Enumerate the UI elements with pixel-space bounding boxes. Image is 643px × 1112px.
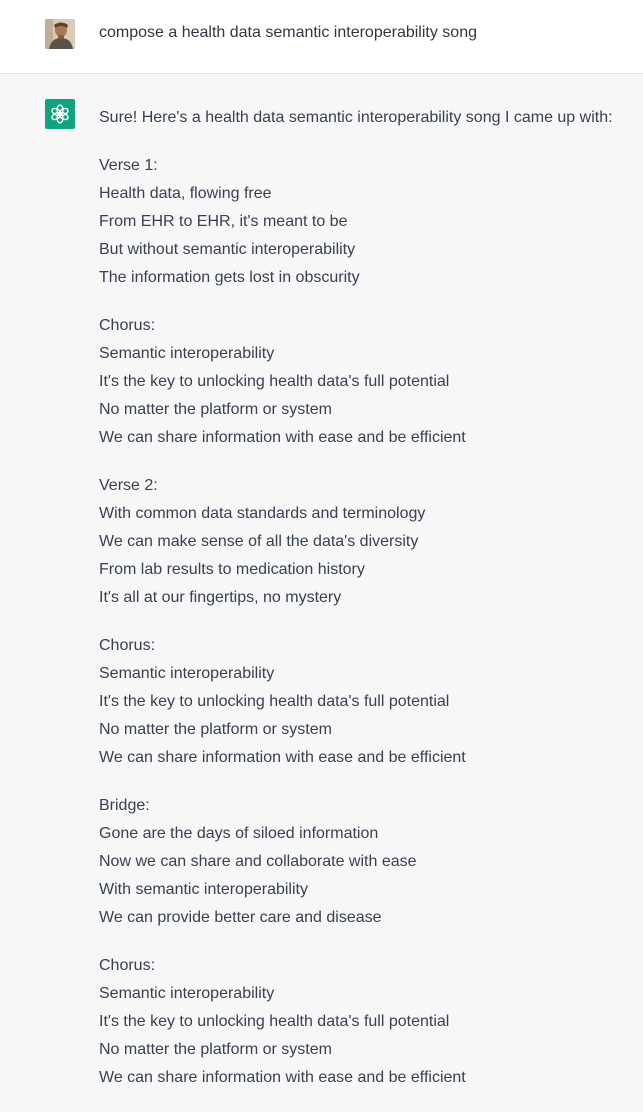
user-photo-avatar-icon <box>45 19 75 49</box>
song-stanza <box>99 152 629 292</box>
assistant-message-text <box>99 104 629 1112</box>
lyric-line: Semantic interoperability <box>99 665 275 682</box>
user-message-text: compose a health data semantic interoperability song <box>99 24 477 41</box>
lyric-line: It's the key to unlocking health data's full potential <box>99 693 450 710</box>
openai-logo-icon <box>49 103 71 125</box>
song-stanza <box>99 472 629 612</box>
lyric-line: No matter the platform or system <box>99 1041 332 1058</box>
stanza-heading: Verse 2: <box>99 477 158 494</box>
assistant-avatar <box>45 99 75 129</box>
lyric-line: With common data standards and terminology <box>99 505 426 522</box>
lyric-line: It's all at our fingertips, no mystery <box>99 589 342 606</box>
lyric-line: It's the key to unlocking health data's full potential <box>99 1013 450 1030</box>
lyric-line: We can share information with ease and be efficient <box>99 429 466 446</box>
stanza-heading: Verse 1: <box>99 157 158 174</box>
song-stanza <box>99 632 629 772</box>
user-message <box>0 0 643 74</box>
stanza-heading: Chorus: <box>99 957 156 974</box>
lyric-line: No matter the platform or system <box>99 721 332 738</box>
song-lyrics <box>99 152 629 1092</box>
lyric-line: From EHR to EHR, it's meant to be <box>99 213 348 230</box>
lyric-line: But without semantic interoperability <box>99 241 356 258</box>
assistant-message <box>0 74 643 1101</box>
lyric-line: The information gets lost in obscurity <box>99 269 360 286</box>
lyric-line: We can make sense of all the data's diversity <box>99 533 419 550</box>
song-stanza <box>99 792 629 932</box>
lyric-line: We can provide better care and disease <box>99 909 382 926</box>
song-stanza <box>99 312 629 452</box>
stanza-heading: Chorus: <box>99 317 156 334</box>
lyric-line: Semantic interoperability <box>99 985 275 1002</box>
lyric-line: From lab results to medication history <box>99 561 365 578</box>
user-avatar <box>45 19 75 49</box>
lyric-line: No matter the platform or system <box>99 401 332 418</box>
lyric-line: Semantic interoperability <box>99 345 275 362</box>
lyric-line: It's the key to unlocking health data's full potential <box>99 373 450 390</box>
stanza-heading: Bridge: <box>99 797 150 814</box>
assistant-intro: Sure! Here's a health data semantic interoperability song I came up with: <box>99 109 613 126</box>
lyric-line: With semantic interoperability <box>99 881 308 898</box>
lyric-line: Health data, flowing free <box>99 185 272 202</box>
lyric-line: Gone are the days of siloed information <box>99 825 379 842</box>
stanza-heading: Chorus: <box>99 637 156 654</box>
lyric-line: We can share information with ease and be efficient <box>99 749 466 766</box>
lyric-line: Now we can share and collaborate with ease <box>99 853 417 870</box>
song-stanza <box>99 952 629 1092</box>
lyric-line: We can share information with ease and be efficient <box>99 1069 466 1086</box>
